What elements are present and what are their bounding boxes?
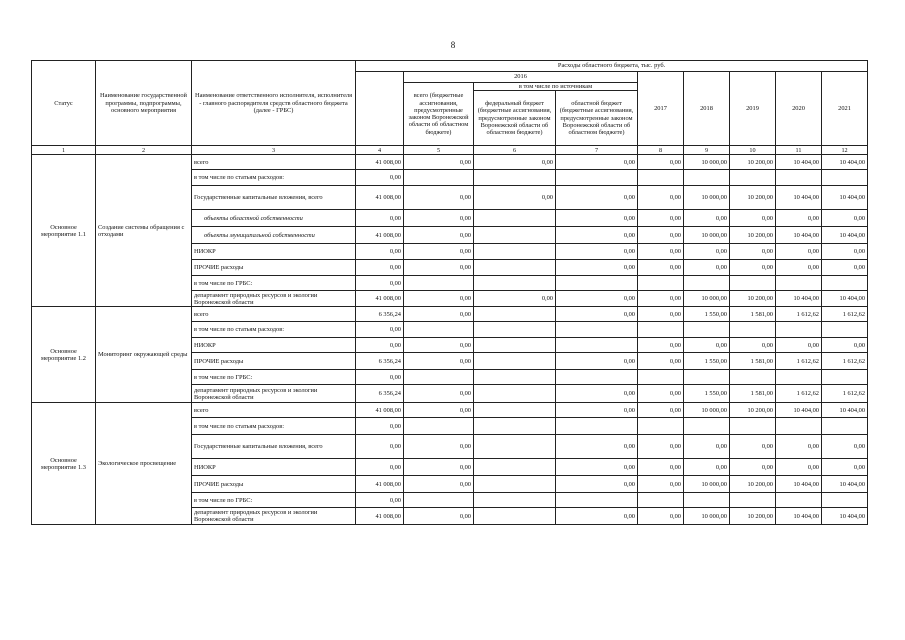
- group-status: Основное мероприятие 1.2: [32, 307, 96, 403]
- row-label: ПРОЧИЕ расходы: [192, 353, 356, 370]
- value-cell: [730, 370, 776, 385]
- value-cell: 0,00: [556, 459, 638, 476]
- table-row: [32, 403, 868, 418]
- value-cell: 0,00: [556, 307, 638, 322]
- value-cell: [404, 170, 474, 186]
- header-incl-sources: в том числе по источникам: [474, 83, 638, 91]
- value-cell: [776, 370, 822, 385]
- row-label: НИОКР: [192, 338, 356, 353]
- value-cell: 0,00: [474, 155, 556, 170]
- header-year: 2020: [776, 72, 822, 146]
- value-cell: [684, 170, 730, 186]
- value-cell: 0,00: [638, 476, 684, 493]
- row-label: в том числе по ГРБС:: [192, 493, 356, 508]
- value-cell: 0,00: [556, 476, 638, 493]
- value-cell: 0,00: [776, 244, 822, 260]
- value-cell: 0,00: [822, 244, 868, 260]
- value-cell: [404, 493, 474, 508]
- value-cell: 0,00: [556, 260, 638, 276]
- value-cell: 10 404,00: [822, 227, 868, 244]
- index-cell: 8: [638, 146, 684, 155]
- value-cell: 0,00: [404, 508, 474, 525]
- value-cell: 1 550,00: [684, 307, 730, 322]
- value-cell: 0,00: [556, 403, 638, 418]
- value-cell: 10 000,00: [684, 508, 730, 525]
- value-cell: 0,00: [356, 370, 404, 385]
- value-cell: 0,00: [404, 403, 474, 418]
- value-cell: [638, 276, 684, 291]
- value-cell: 10 404,00: [822, 155, 868, 170]
- value-cell: 0,00: [404, 186, 474, 210]
- header-federal: федеральный бюджет (бюджетные ассигнования, предусмотренные законом Воронежской области об областном бюджете): [474, 91, 556, 146]
- value-cell: 0,00: [776, 435, 822, 459]
- value-cell: [474, 493, 556, 508]
- value-cell: 41 008,00: [356, 186, 404, 210]
- row-label: НИОКР: [192, 459, 356, 476]
- value-cell: 6 356,24: [356, 385, 404, 403]
- index-cell: 7: [556, 146, 638, 155]
- value-cell: 10 200,00: [730, 508, 776, 525]
- value-cell: 0,00: [638, 307, 684, 322]
- value-cell: 0,00: [474, 291, 556, 307]
- value-cell: 41 008,00: [356, 291, 404, 307]
- value-cell: 0,00: [356, 210, 404, 227]
- value-cell: [822, 370, 868, 385]
- value-cell: 0,00: [556, 385, 638, 403]
- page-number: 8: [450, 40, 456, 50]
- value-cell: 0,00: [356, 276, 404, 291]
- value-cell: 0,00: [404, 291, 474, 307]
- header-year: 2017: [638, 72, 684, 146]
- header-year: 2019: [730, 72, 776, 146]
- value-cell: [474, 508, 556, 525]
- value-cell: 0,00: [776, 459, 822, 476]
- index-cell: 11: [776, 146, 822, 155]
- value-cell: [474, 276, 556, 291]
- value-cell: 0,00: [404, 353, 474, 370]
- value-cell: 0,00: [556, 244, 638, 260]
- value-cell: 41 008,00: [356, 508, 404, 525]
- row-label: Государственные капитальные вложения, всего: [192, 435, 356, 459]
- value-cell: 0,00: [638, 508, 684, 525]
- index-cell: 5: [404, 146, 474, 155]
- value-cell: [730, 276, 776, 291]
- value-cell: 10 404,00: [822, 476, 868, 493]
- value-cell: 10 404,00: [776, 291, 822, 307]
- value-cell: 0,00: [556, 155, 638, 170]
- index-cell: 2: [96, 146, 192, 155]
- value-cell: [822, 493, 868, 508]
- table-row: [32, 155, 868, 170]
- group-status: Основное мероприятие 1.3: [32, 403, 96, 525]
- value-cell: 0,00: [822, 435, 868, 459]
- value-cell: 6 356,24: [356, 353, 404, 370]
- value-cell: 0,00: [404, 155, 474, 170]
- value-cell: [474, 338, 556, 353]
- row-label: в том числе по ГРБС:: [192, 370, 356, 385]
- index-cell: 12: [822, 146, 868, 155]
- index-cell: 9: [684, 146, 730, 155]
- value-cell: [474, 210, 556, 227]
- value-cell: 10 200,00: [730, 227, 776, 244]
- value-cell: 0,00: [404, 476, 474, 493]
- value-cell: 0,00: [638, 291, 684, 307]
- value-cell: 0,00: [730, 210, 776, 227]
- value-cell: 0,00: [556, 435, 638, 459]
- value-cell: 0,00: [730, 435, 776, 459]
- group-name: Мониторинг окружающей среды: [96, 307, 192, 403]
- value-cell: 0,00: [356, 493, 404, 508]
- row-label: объекты областной собственности: [192, 210, 356, 227]
- value-cell: 0,00: [638, 260, 684, 276]
- value-cell: [474, 370, 556, 385]
- value-cell: 1 581,00: [730, 385, 776, 403]
- value-cell: [638, 418, 684, 435]
- index-cell: 6: [474, 146, 556, 155]
- value-cell: [556, 418, 638, 435]
- row-label: всего: [192, 403, 356, 418]
- value-cell: 0,00: [638, 155, 684, 170]
- value-cell: 0,00: [404, 227, 474, 244]
- value-cell: [638, 322, 684, 338]
- value-cell: 0,00: [404, 244, 474, 260]
- value-cell: 0,00: [474, 186, 556, 210]
- row-label: всего: [192, 307, 356, 322]
- value-cell: 0,00: [556, 508, 638, 525]
- header-program: Наименование государственной программы, подпрограммы, основного мероприятия: [96, 61, 192, 146]
- value-cell: 0,00: [556, 186, 638, 210]
- value-cell: [776, 322, 822, 338]
- index-cell: 1: [32, 146, 96, 155]
- value-cell: 0,00: [404, 385, 474, 403]
- value-cell: [474, 385, 556, 403]
- value-cell: 10 404,00: [776, 508, 822, 525]
- value-cell: 0,00: [684, 459, 730, 476]
- value-cell: [822, 418, 868, 435]
- value-cell: [404, 276, 474, 291]
- value-cell: 0,00: [404, 338, 474, 353]
- header-executor: Наименование ответственного исполнителя, исполнителя - главного распорядителя средств областного бюджета (далее - ГРБС): [192, 61, 356, 146]
- value-cell: 0,00: [684, 260, 730, 276]
- value-cell: 10 000,00: [684, 155, 730, 170]
- header-year: 2021: [822, 72, 868, 146]
- value-cell: 0,00: [356, 459, 404, 476]
- value-cell: 0,00: [638, 210, 684, 227]
- value-cell: [638, 170, 684, 186]
- row-label: НИОКР: [192, 244, 356, 260]
- value-cell: 10 200,00: [730, 186, 776, 210]
- value-cell: 0,00: [356, 244, 404, 260]
- value-cell: [556, 322, 638, 338]
- value-cell: 10 404,00: [776, 403, 822, 418]
- value-cell: [822, 170, 868, 186]
- value-cell: 0,00: [556, 353, 638, 370]
- value-cell: 10 200,00: [730, 403, 776, 418]
- value-cell: [556, 370, 638, 385]
- value-cell: 10 000,00: [684, 227, 730, 244]
- value-cell: 10 404,00: [822, 403, 868, 418]
- row-label: ПРОЧИЕ расходы: [192, 476, 356, 493]
- value-cell: 0,00: [404, 459, 474, 476]
- value-cell: 10 200,00: [730, 155, 776, 170]
- header-year-2016: 2016: [404, 72, 638, 83]
- value-cell: [730, 170, 776, 186]
- value-cell: [638, 493, 684, 508]
- value-cell: 0,00: [822, 338, 868, 353]
- value-cell: [474, 244, 556, 260]
- value-cell: [474, 403, 556, 418]
- value-cell: [474, 459, 556, 476]
- value-cell: 0,00: [556, 210, 638, 227]
- value-cell: [822, 322, 868, 338]
- value-cell: 0,00: [638, 227, 684, 244]
- value-cell: [474, 170, 556, 186]
- value-cell: 0,00: [638, 338, 684, 353]
- value-cell: 0,00: [356, 260, 404, 276]
- value-cell: 0,00: [776, 260, 822, 276]
- group-name: Создание системы обращения с отходами: [96, 155, 192, 307]
- value-cell: 0,00: [776, 338, 822, 353]
- value-cell: [684, 493, 730, 508]
- value-cell: [474, 307, 556, 322]
- value-cell: 0,00: [356, 322, 404, 338]
- row-label: в том числе по статьям расходов:: [192, 322, 356, 338]
- value-cell: [776, 170, 822, 186]
- value-cell: [474, 227, 556, 244]
- value-cell: [556, 276, 638, 291]
- value-cell: 41 008,00: [356, 227, 404, 244]
- value-cell: [556, 338, 638, 353]
- row-label: объекты муниципальной собственности: [192, 227, 356, 244]
- value-cell: [474, 435, 556, 459]
- value-cell: [730, 322, 776, 338]
- value-cell: 10 000,00: [684, 476, 730, 493]
- value-cell: 0,00: [638, 385, 684, 403]
- value-cell: 0,00: [822, 210, 868, 227]
- value-cell: [474, 260, 556, 276]
- header-expenses: Расходы областного бюджета, тыс. руб.: [356, 61, 868, 72]
- value-cell: [684, 418, 730, 435]
- header-status: Статус: [32, 61, 96, 146]
- value-cell: 0,00: [684, 435, 730, 459]
- index-cell: 10: [730, 146, 776, 155]
- value-cell: 10 000,00: [684, 291, 730, 307]
- value-cell: 0,00: [404, 435, 474, 459]
- value-cell: 0,00: [556, 227, 638, 244]
- value-cell: 0,00: [356, 338, 404, 353]
- value-cell: 0,00: [638, 435, 684, 459]
- value-cell: [684, 322, 730, 338]
- value-cell: 0,00: [404, 307, 474, 322]
- value-cell: 1 581,00: [730, 353, 776, 370]
- value-cell: 10 404,00: [822, 508, 868, 525]
- value-cell: 6 356,24: [356, 307, 404, 322]
- group-name: Экологическое просвещение: [96, 403, 192, 525]
- value-cell: 10 000,00: [684, 186, 730, 210]
- value-cell: [776, 493, 822, 508]
- value-cell: 0,00: [356, 435, 404, 459]
- header-total-2016: всего (бюджетные ассигнования, предусмотренные законом Воронежской области об областном бюджете): [404, 83, 474, 146]
- value-cell: 0,00: [730, 260, 776, 276]
- value-cell: 0,00: [356, 418, 404, 435]
- value-cell: 0,00: [730, 244, 776, 260]
- value-cell: 1 612,62: [776, 385, 822, 403]
- row-label: ПРОЧИЕ расходы: [192, 260, 356, 276]
- row-label: в том числе по ГРБС:: [192, 276, 356, 291]
- value-cell: 10 404,00: [776, 155, 822, 170]
- value-cell: [474, 353, 556, 370]
- value-cell: 1 612,62: [776, 307, 822, 322]
- value-cell: 0,00: [404, 260, 474, 276]
- row-label: всего: [192, 155, 356, 170]
- value-cell: 0,00: [730, 459, 776, 476]
- header-regional: областной бюджет (бюджетные ассигнования, предусмотренные законом Воронежской области об областном бюджете): [556, 91, 638, 146]
- group-status: Основное мероприятие 1.1: [32, 155, 96, 307]
- value-cell: [822, 276, 868, 291]
- table-body: [32, 155, 868, 525]
- value-cell: 0,00: [638, 353, 684, 370]
- value-cell: 0,00: [638, 244, 684, 260]
- value-cell: 10 404,00: [822, 291, 868, 307]
- value-cell: [638, 370, 684, 385]
- index-cell: 4: [356, 146, 404, 155]
- value-cell: 10 200,00: [730, 291, 776, 307]
- row-label: департамент природных ресурсов и экологии Воронежской области: [192, 508, 356, 525]
- value-cell: [474, 476, 556, 493]
- value-cell: 10 000,00: [684, 403, 730, 418]
- value-cell: 0,00: [684, 338, 730, 353]
- table-row: [32, 307, 868, 322]
- header-year: 2018: [684, 72, 730, 146]
- header-col4-blank: [356, 72, 404, 146]
- value-cell: 0,00: [822, 260, 868, 276]
- value-cell: 0,00: [776, 210, 822, 227]
- value-cell: 10 404,00: [776, 186, 822, 210]
- budget-table: [31, 60, 868, 525]
- value-cell: [684, 276, 730, 291]
- value-cell: 1 612,62: [822, 353, 868, 370]
- value-cell: 10 404,00: [776, 227, 822, 244]
- value-cell: [776, 418, 822, 435]
- value-cell: 0,00: [356, 170, 404, 186]
- value-cell: 0,00: [822, 459, 868, 476]
- row-label: в том числе по статьям расходов:: [192, 170, 356, 186]
- value-cell: 1 550,00: [684, 385, 730, 403]
- value-cell: 0,00: [730, 338, 776, 353]
- row-label: Государственные капитальные вложения, всего: [192, 186, 356, 210]
- value-cell: [776, 276, 822, 291]
- value-cell: 41 008,00: [356, 155, 404, 170]
- value-cell: 0,00: [684, 244, 730, 260]
- value-cell: 10 200,00: [730, 476, 776, 493]
- value-cell: 1 550,00: [684, 353, 730, 370]
- value-cell: 1 612,62: [822, 385, 868, 403]
- value-cell: 10 404,00: [776, 476, 822, 493]
- index-cell: 3: [192, 146, 356, 155]
- value-cell: [684, 370, 730, 385]
- value-cell: [474, 418, 556, 435]
- value-cell: 41 008,00: [356, 403, 404, 418]
- value-cell: [474, 322, 556, 338]
- row-label: департамент природных ресурсов и экологии Воронежской области: [192, 385, 356, 403]
- value-cell: [404, 322, 474, 338]
- value-cell: 0,00: [684, 210, 730, 227]
- value-cell: [730, 493, 776, 508]
- value-cell: 10 404,00: [822, 186, 868, 210]
- value-cell: [556, 170, 638, 186]
- value-cell: 1 612,62: [822, 307, 868, 322]
- value-cell: 1 581,00: [730, 307, 776, 322]
- value-cell: 0,00: [556, 291, 638, 307]
- value-cell: [404, 418, 474, 435]
- value-cell: [404, 370, 474, 385]
- row-label: в том числе по статьям расходов:: [192, 418, 356, 435]
- value-cell: [556, 493, 638, 508]
- value-cell: 0,00: [638, 459, 684, 476]
- value-cell: 0,00: [638, 403, 684, 418]
- value-cell: 0,00: [404, 210, 474, 227]
- value-cell: 0,00: [638, 186, 684, 210]
- row-label: департамент природных ресурсов и экологии Воронежской области: [192, 291, 356, 307]
- value-cell: [730, 418, 776, 435]
- value-cell: 41 008,00: [356, 476, 404, 493]
- value-cell: 1 612,62: [776, 353, 822, 370]
